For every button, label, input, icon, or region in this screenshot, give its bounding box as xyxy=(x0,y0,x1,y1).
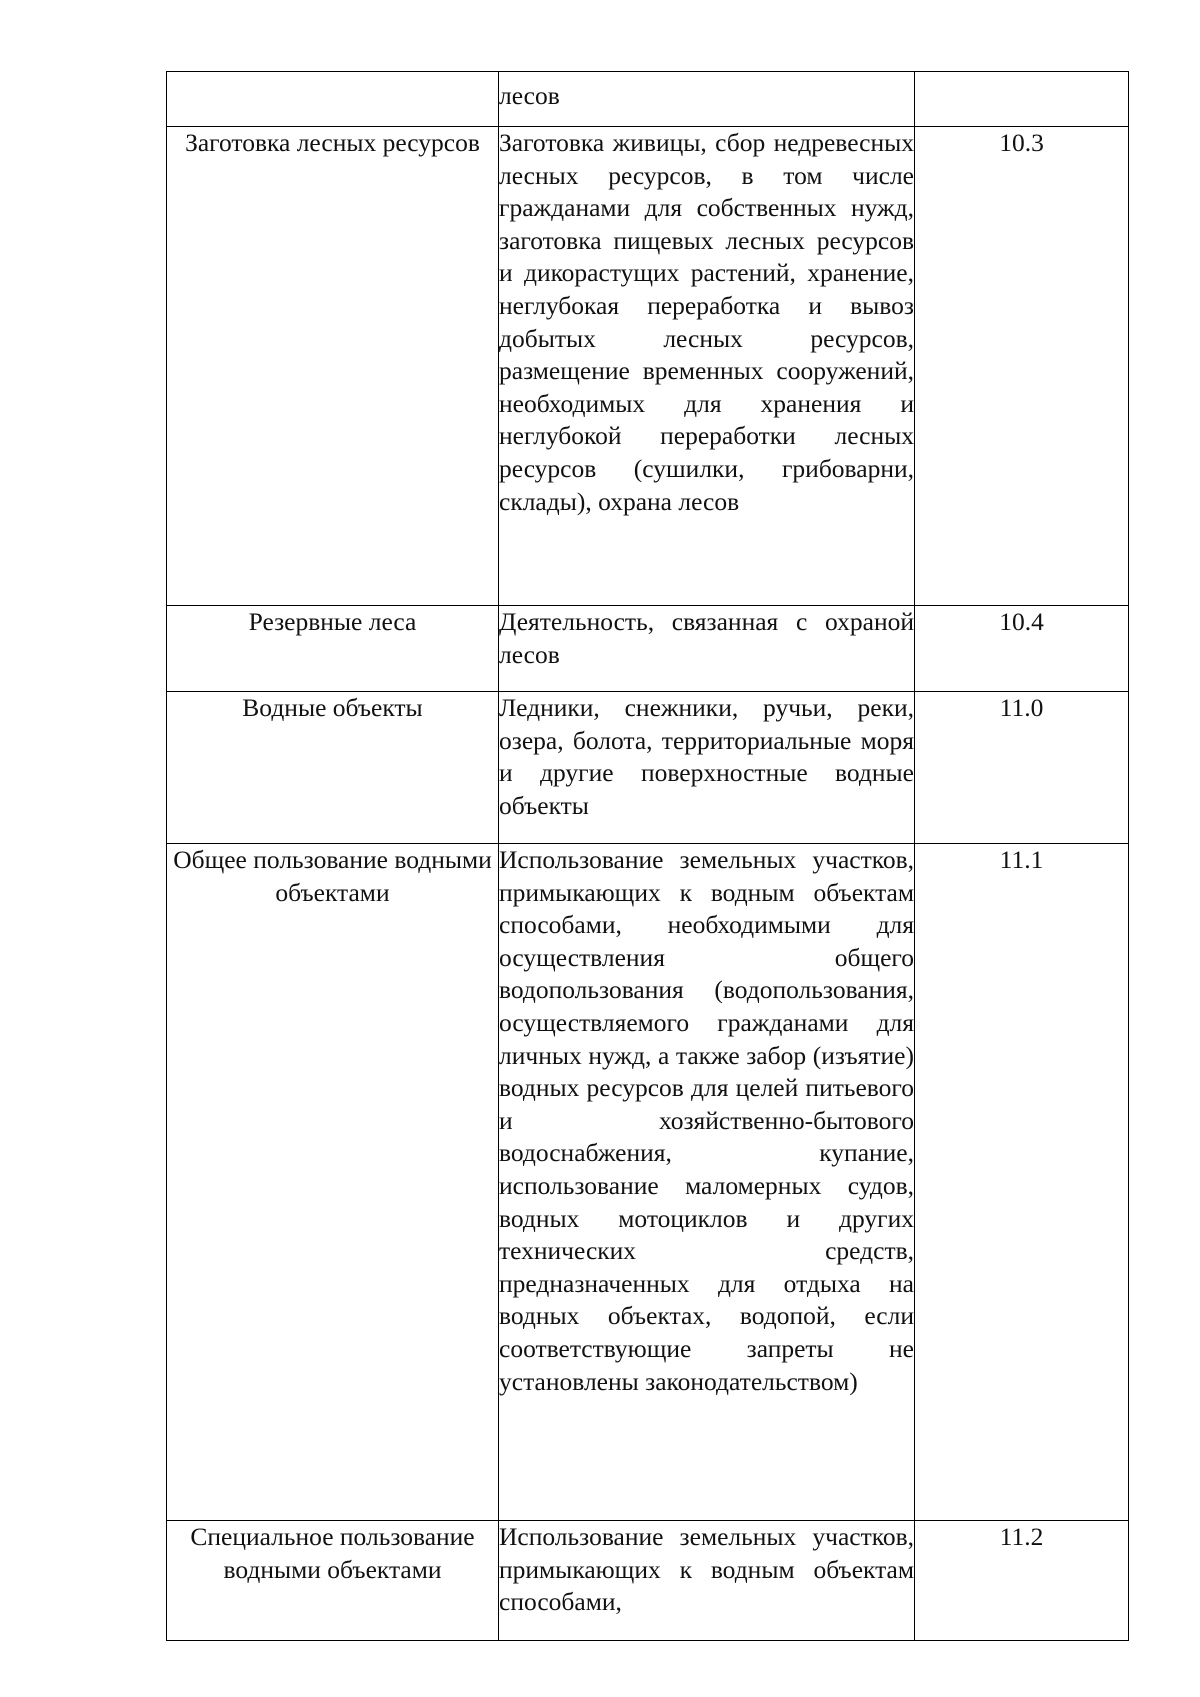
table-row xyxy=(167,1521,1129,1641)
use-description-cell xyxy=(499,844,915,1521)
use-name-cell xyxy=(167,127,499,606)
land-use-table xyxy=(166,71,1129,1641)
use-code-cell xyxy=(915,127,1129,606)
use-name: Резервные леса xyxy=(248,607,417,636)
table-row xyxy=(167,844,1129,1521)
use-code: 11.2 xyxy=(999,1522,1044,1551)
use-description: Ледники, снежники, ручьи, реки, озера, болота, территориальные моря и другие поверхностные водные объекты xyxy=(499,693,914,820)
use-code: 11.0 xyxy=(999,693,1044,722)
use-name: Специальное пользование водными объектами xyxy=(190,1522,475,1584)
use-description: Использование земельных участков, примыкающих к водным объектам способами, xyxy=(499,1522,914,1617)
use-name-cell xyxy=(167,692,499,844)
use-code-cell xyxy=(915,844,1129,1521)
use-description-cell xyxy=(499,72,915,127)
use-description: Использование земельных участков, примыкающих к водным объектам способами, необходимыми для осуществления общего водопользования (водопользования, осуществляемого гражданами для личных нужд, а также забор (изъятие) водных ресурсов для целей питьевого и хозяйственно-бытового водоснабжения, купание, использование маломерных судов, водных мотоциклов и других технических средств, предназначенных для отдыха на водных объектах, водопой, если соответствующие запреты не установлены законодательством) xyxy=(499,845,914,1396)
use-code: 10.3 xyxy=(999,128,1044,157)
use-name-cell xyxy=(167,1521,499,1641)
use-name: Водные объекты xyxy=(242,693,423,722)
use-name: Общее пользование водными объектами xyxy=(173,845,492,907)
use-code-cell xyxy=(915,692,1129,844)
use-code-cell xyxy=(915,1521,1129,1641)
use-description-cell xyxy=(499,1521,915,1641)
use-description: Деятельность, связанная с охраной лесов xyxy=(499,607,914,669)
use-name-cell xyxy=(167,72,499,127)
use-description-cell xyxy=(499,606,915,692)
use-description: Заготовка живицы, сбор недревесных лесных ресурсов, в том числе гражданами для собственных нужд, заготовка пищевых лесных ресурсов и дикорастущих растений, хранение, неглубокая переработка и вывоз добытых лесных ресурсов, размещение временных сооружений, необходимых для хранения и неглубокой переработки лесных ресурсов (сушилки, грибоварни, склады), охрана лесов xyxy=(499,128,914,516)
table-row xyxy=(167,606,1129,692)
use-code-cell xyxy=(915,606,1129,692)
use-description-cell xyxy=(499,127,915,606)
use-name-cell xyxy=(167,844,499,1521)
use-code: 11.1 xyxy=(999,845,1044,874)
use-code: 10.4 xyxy=(999,607,1044,636)
table-row xyxy=(167,127,1129,606)
use-description-cell xyxy=(499,692,915,844)
table-row xyxy=(167,692,1129,844)
use-description: лесов xyxy=(499,81,560,110)
use-name: Заготовка лесных ресурсов xyxy=(185,128,480,157)
use-code-cell xyxy=(915,72,1129,127)
use-name-cell xyxy=(167,606,499,692)
table-row xyxy=(167,72,1129,127)
